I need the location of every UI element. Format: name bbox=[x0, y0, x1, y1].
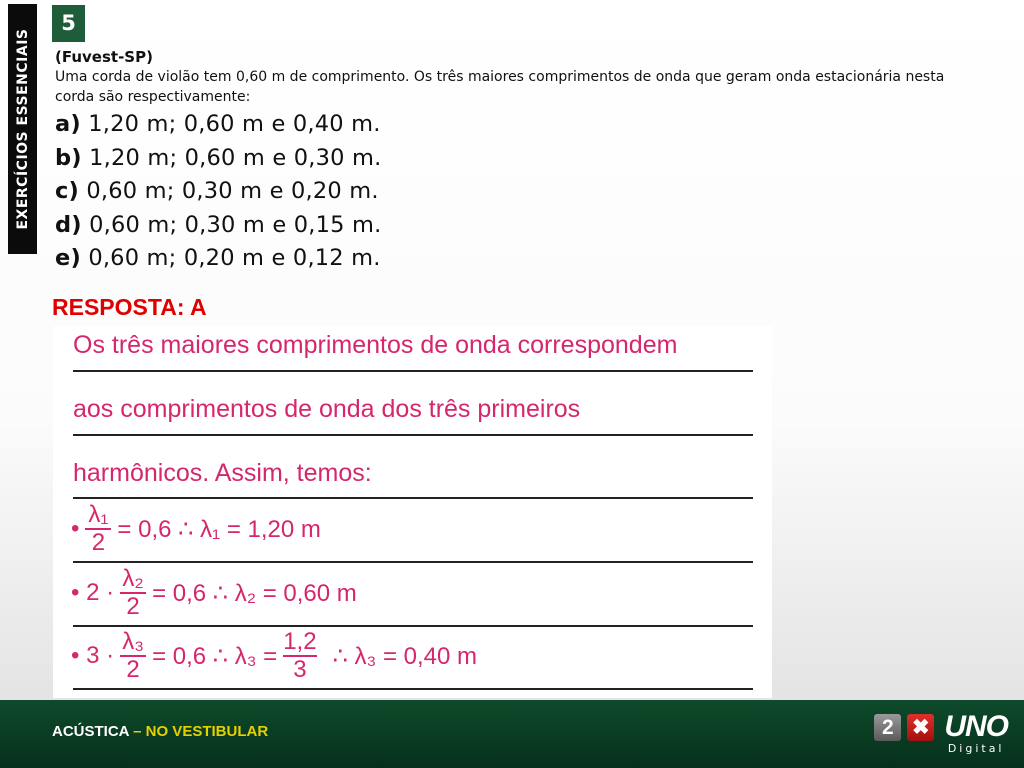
option-letter: e) bbox=[55, 245, 81, 271]
equation-result: = 0,6 ∴ λ₂ = 0,60 m bbox=[152, 579, 357, 607]
fraction-numerator: λ₃ bbox=[122, 628, 144, 655]
fraction-numerator: 1,2 bbox=[283, 628, 317, 655]
option-letter: c) bbox=[55, 178, 80, 204]
option-letter: a) bbox=[55, 111, 81, 137]
option-text: 0,60 m; 0,20 m e 0,12 m. bbox=[88, 245, 381, 271]
ruled-line bbox=[73, 370, 753, 372]
ruled-line bbox=[73, 688, 753, 690]
question-source: (Fuvest-SP) bbox=[55, 48, 153, 66]
fraction bbox=[85, 502, 111, 556]
fraction bbox=[283, 629, 316, 683]
solution-line-2: aos comprimentos de onda dos três primeiros bbox=[73, 395, 581, 423]
logo-badge-x-icon: ✖ bbox=[907, 714, 934, 741]
option-c bbox=[55, 175, 382, 209]
equation-result: = 0,6 ∴ λ₁ = 1,20 m bbox=[117, 515, 321, 543]
option-letter: b) bbox=[55, 144, 82, 171]
equation-3 bbox=[71, 629, 477, 683]
ruled-line bbox=[73, 561, 753, 563]
footer-dash: – bbox=[133, 723, 142, 740]
option-text: 1,20 m; 0,60 m e 0,30 m. bbox=[89, 144, 382, 171]
option-a bbox=[55, 108, 382, 142]
equation-1 bbox=[71, 502, 321, 556]
answer-label: RESPOSTA: A bbox=[52, 294, 207, 320]
logo-brand-sub: Digital bbox=[947, 742, 1005, 755]
equation-bullet: • 3 · bbox=[71, 642, 115, 669]
footer-topic: ACÚSTICA bbox=[52, 723, 129, 740]
section-side-tab bbox=[8, 4, 37, 254]
equation-middle: = 0,6 ∴ λ₃ = bbox=[152, 642, 278, 670]
equation-result: ∴ λ₃ = 0,40 m bbox=[332, 642, 477, 670]
ruled-line bbox=[73, 497, 753, 499]
ruled-line bbox=[73, 434, 753, 436]
option-e bbox=[55, 242, 382, 276]
fraction bbox=[120, 629, 146, 683]
option-letter: d) bbox=[55, 211, 82, 238]
fraction-numerator: λ₂ bbox=[122, 565, 144, 592]
fraction-denominator: 3 bbox=[293, 656, 307, 683]
uno-digital-logo bbox=[874, 710, 1008, 755]
logo-brand bbox=[944, 710, 1008, 755]
answer-options bbox=[55, 108, 382, 276]
footer-bar bbox=[0, 700, 1024, 768]
fraction-numerator: λ₁ bbox=[88, 501, 109, 528]
equation-bullet: • bbox=[71, 515, 80, 542]
solution-line-1: Os três maiores comprimentos de onda correspondem bbox=[73, 331, 678, 359]
footer-title bbox=[52, 723, 268, 740]
option-text: 0,60 m; 0,30 m e 0,20 m. bbox=[86, 178, 379, 204]
solution-line-3: harmônicos. Assim, temos: bbox=[73, 459, 372, 487]
option-text: 0,60 m; 0,30 m e 0,15 m. bbox=[89, 211, 382, 238]
question-stem: Uma corda de violão tem 0,60 m de comprimento. Os três maiores comprimentos de onda que geram onda estacionária nesta corda são respectivamente: bbox=[55, 69, 945, 105]
option-b bbox=[55, 142, 382, 176]
option-d bbox=[55, 209, 382, 243]
fraction bbox=[120, 566, 146, 620]
logo-badge-2: 2 bbox=[874, 714, 901, 741]
solution-box bbox=[53, 326, 772, 698]
footer-subtopic: NO VESTIBULAR bbox=[145, 723, 269, 740]
question-number-badge: 5 bbox=[52, 5, 85, 42]
option-text: 1,20 m; 0,60 m e 0,40 m. bbox=[88, 111, 381, 137]
logo-brand-name: UNO bbox=[944, 710, 1008, 743]
fraction-denominator: 2 bbox=[126, 593, 140, 620]
equation-bullet: • 2 · bbox=[71, 579, 115, 606]
fraction-denominator: 2 bbox=[126, 656, 140, 683]
ruled-line bbox=[73, 625, 753, 627]
equation-2 bbox=[71, 566, 357, 620]
section-side-tab-label: EXERCÍCIOS ESSENCIAIS bbox=[14, 28, 31, 230]
fraction-denominator: 2 bbox=[91, 529, 106, 556]
